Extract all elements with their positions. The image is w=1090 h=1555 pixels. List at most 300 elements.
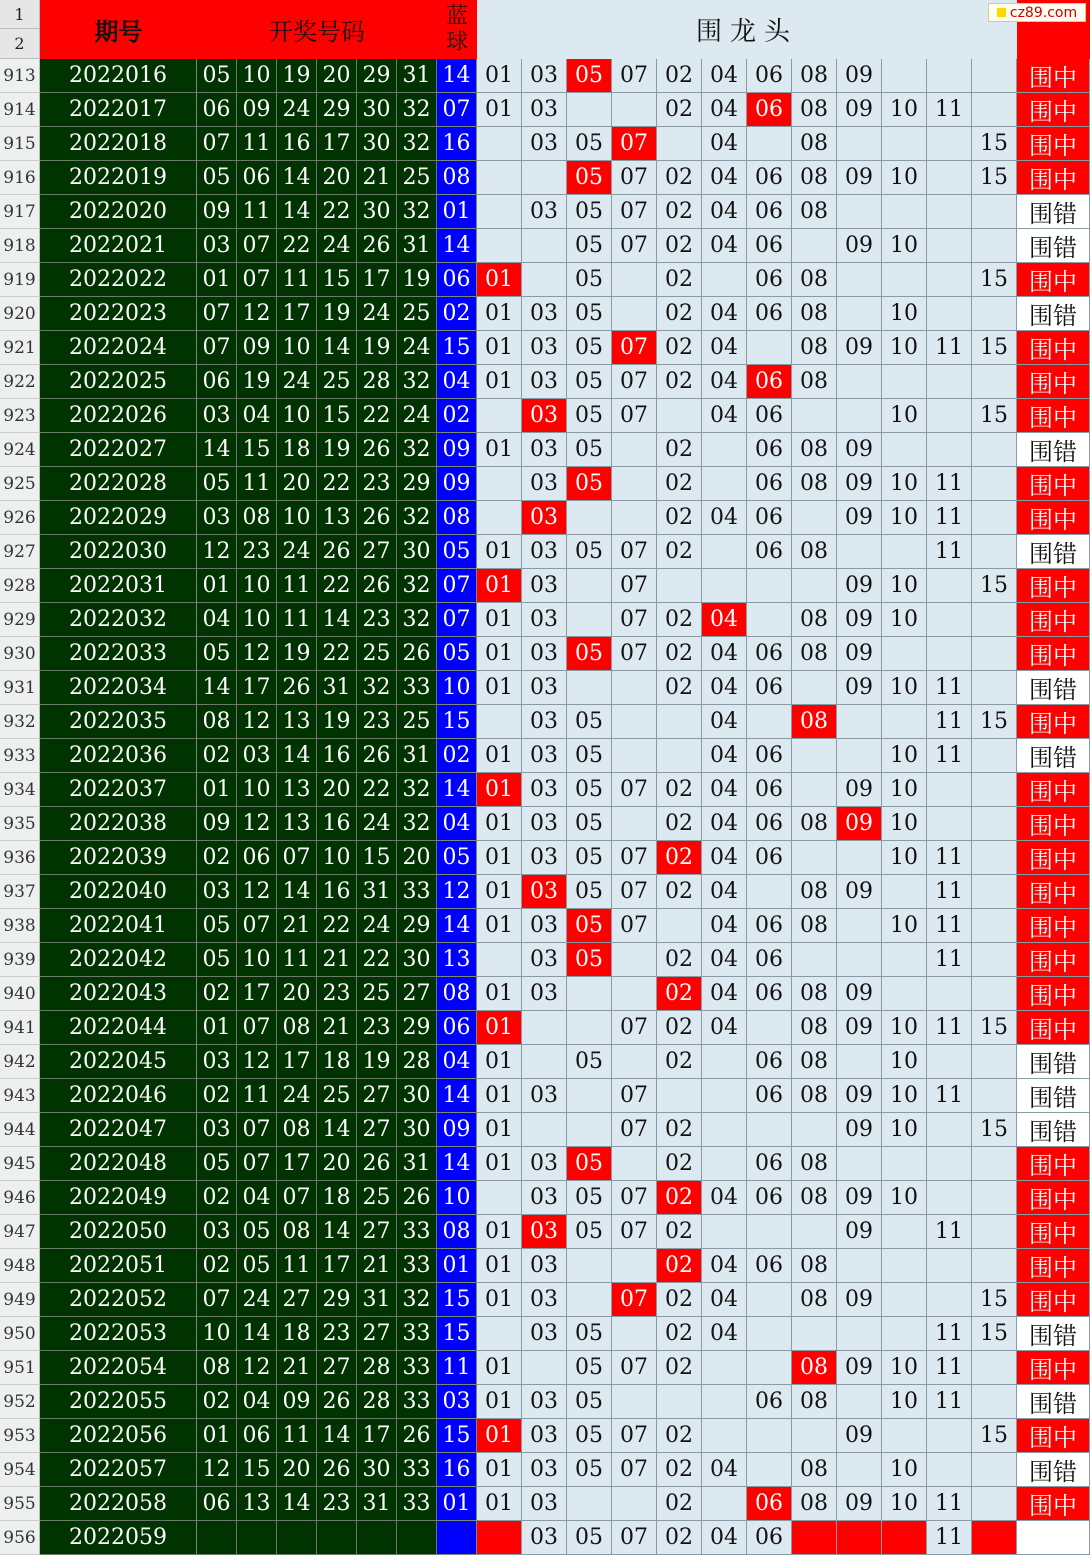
winning-number[interactable]: 33 <box>397 1453 437 1487</box>
winning-number[interactable]: 19 <box>277 637 317 671</box>
winning-number[interactable]: 19 <box>237 365 277 399</box>
candidate-number[interactable]: 10 <box>882 501 927 535</box>
winning-number[interactable] <box>197 1521 237 1555</box>
candidate-number[interactable]: 15 <box>972 1419 1017 1453</box>
winning-number[interactable]: 02 <box>197 1249 237 1283</box>
candidate-number[interactable]: 11 <box>927 535 972 569</box>
candidate-number[interactable]: 15 <box>972 1317 1017 1351</box>
issue-number[interactable]: 2022016 <box>40 59 197 93</box>
candidate-number[interactable] <box>837 909 882 943</box>
candidate-number[interactable]: 09 <box>837 1487 882 1521</box>
candidate-number[interactable]: 04 <box>702 93 747 127</box>
candidate-number[interactable] <box>972 467 1017 501</box>
candidate-number[interactable]: 06 <box>747 1147 792 1181</box>
winning-number[interactable]: 14 <box>317 1113 357 1147</box>
winning-number[interactable]: 07 <box>237 909 277 943</box>
candidate-number[interactable] <box>612 501 657 535</box>
winning-number[interactable]: 26 <box>397 1181 437 1215</box>
winning-number[interactable]: 20 <box>277 1453 317 1487</box>
winning-number[interactable]: 33 <box>397 671 437 705</box>
issue-number[interactable]: 2022047 <box>40 1113 197 1147</box>
candidate-number[interactable]: 01 <box>477 365 522 399</box>
candidate-number[interactable]: 03 <box>522 297 567 331</box>
candidate-number[interactable]: 04 <box>702 671 747 705</box>
winning-number[interactable]: 07 <box>237 263 277 297</box>
candidate-number[interactable] <box>972 943 1017 977</box>
candidate-number[interactable]: 06 <box>747 1249 792 1283</box>
row-number[interactable]: 931 <box>0 671 40 705</box>
issue-number[interactable]: 2022054 <box>40 1351 197 1385</box>
winning-number[interactable]: 26 <box>397 1419 437 1453</box>
candidate-number[interactable]: 10 <box>882 399 927 433</box>
blue-ball[interactable]: 09 <box>437 467 477 501</box>
issue-number[interactable]: 2022030 <box>40 535 197 569</box>
blue-ball[interactable]: 09 <box>437 433 477 467</box>
candidate-number[interactable] <box>927 1045 972 1079</box>
candidate-number[interactable] <box>792 501 837 535</box>
candidate-number[interactable] <box>747 1351 792 1385</box>
candidate-number[interactable]: 08 <box>792 1181 837 1215</box>
winning-number[interactable]: 07 <box>197 297 237 331</box>
winning-number[interactable]: 30 <box>397 1113 437 1147</box>
candidate-number[interactable]: 10 <box>882 1487 927 1521</box>
blue-ball[interactable]: 07 <box>437 603 477 637</box>
winning-number[interactable] <box>357 1521 397 1555</box>
winning-number[interactable]: 05 <box>197 637 237 671</box>
winning-number[interactable] <box>317 1521 357 1555</box>
candidate-number[interactable]: 07 <box>612 1419 657 1453</box>
winning-number[interactable]: 03 <box>197 1215 237 1249</box>
winning-number[interactable]: 19 <box>317 433 357 467</box>
candidate-number[interactable]: 06 <box>747 263 792 297</box>
issue-number[interactable]: 2022019 <box>40 161 197 195</box>
candidate-number[interactable]: 01 <box>477 1147 522 1181</box>
candidate-number[interactable]: 04 <box>702 59 747 93</box>
blue-ball[interactable]: 01 <box>437 1487 477 1521</box>
winning-number[interactable]: 09 <box>197 195 237 229</box>
winning-number[interactable]: 22 <box>277 229 317 263</box>
candidate-number[interactable]: 02 <box>657 603 702 637</box>
candidate-number[interactable] <box>972 1215 1017 1249</box>
candidate-number[interactable]: 08 <box>792 93 837 127</box>
candidate-number[interactable]: 03 <box>522 977 567 1011</box>
row-number[interactable]: 936 <box>0 841 40 875</box>
issue-number[interactable]: 2022040 <box>40 875 197 909</box>
row-number[interactable]: 925 <box>0 467 40 501</box>
candidate-number[interactable] <box>702 1351 747 1385</box>
candidate-number[interactable] <box>972 1487 1017 1521</box>
candidate-number[interactable]: 08 <box>792 365 837 399</box>
blue-ball[interactable]: 14 <box>437 1147 477 1181</box>
winning-number[interactable]: 13 <box>277 807 317 841</box>
winning-number[interactable]: 25 <box>357 637 397 671</box>
candidate-number[interactable]: 02 <box>657 1147 702 1181</box>
candidate-number[interactable]: 04 <box>702 637 747 671</box>
candidate-number[interactable]: 01 <box>477 1453 522 1487</box>
candidate-number[interactable] <box>927 1419 972 1453</box>
blue-ball[interactable]: 04 <box>437 365 477 399</box>
issue-number[interactable]: 2022051 <box>40 1249 197 1283</box>
candidate-number[interactable] <box>837 127 882 161</box>
candidate-number[interactable]: 10 <box>882 297 927 331</box>
candidate-number[interactable]: 15 <box>972 399 1017 433</box>
row-number[interactable]: 947 <box>0 1215 40 1249</box>
candidate-number[interactable]: 15 <box>972 1113 1017 1147</box>
blue-ball[interactable]: 08 <box>437 1215 477 1249</box>
candidate-number[interactable] <box>477 943 522 977</box>
candidate-number[interactable]: 01 <box>477 535 522 569</box>
candidate-number[interactable]: 06 <box>747 909 792 943</box>
candidate-number[interactable]: 02 <box>657 671 702 705</box>
winning-number[interactable]: 10 <box>237 603 277 637</box>
candidate-number[interactable] <box>927 1249 972 1283</box>
candidate-number[interactable] <box>522 229 567 263</box>
candidate-number[interactable] <box>657 569 702 603</box>
candidate-number[interactable]: 06 <box>747 1521 792 1555</box>
candidate-number[interactable] <box>567 1011 612 1045</box>
candidate-number[interactable]: 09 <box>837 1215 882 1249</box>
candidate-number[interactable] <box>567 1283 612 1317</box>
row-number[interactable]: 923 <box>0 399 40 433</box>
candidate-number[interactable]: 01 <box>477 263 522 297</box>
blue-ball[interactable]: 02 <box>437 739 477 773</box>
candidate-number[interactable] <box>612 943 657 977</box>
winning-number[interactable]: 24 <box>277 365 317 399</box>
candidate-number[interactable] <box>567 1079 612 1113</box>
winning-number[interactable]: 31 <box>357 875 397 909</box>
candidate-number[interactable]: 09 <box>837 1011 882 1045</box>
candidate-number[interactable]: 03 <box>522 807 567 841</box>
candidate-number[interactable]: 09 <box>837 433 882 467</box>
candidate-number[interactable] <box>882 535 927 569</box>
row-number[interactable]: 937 <box>0 875 40 909</box>
candidate-number[interactable]: 01 <box>477 671 522 705</box>
candidate-number[interactable] <box>927 195 972 229</box>
candidate-number[interactable] <box>477 1181 522 1215</box>
candidate-number[interactable]: 03 <box>522 331 567 365</box>
candidate-number[interactable] <box>612 739 657 773</box>
candidate-number[interactable]: 04 <box>702 195 747 229</box>
blue-ball[interactable]: 13 <box>437 943 477 977</box>
candidate-number[interactable]: 04 <box>702 1249 747 1283</box>
row-number[interactable]: 921 <box>0 331 40 365</box>
candidate-number[interactable]: 02 <box>657 807 702 841</box>
winning-number[interactable]: 03 <box>237 739 277 773</box>
candidate-number[interactable]: 01 <box>477 1249 522 1283</box>
candidate-number[interactable] <box>612 467 657 501</box>
candidate-number[interactable]: 02 <box>657 501 702 535</box>
winning-number[interactable]: 09 <box>237 93 277 127</box>
candidate-number[interactable] <box>747 1011 792 1045</box>
candidate-number[interactable] <box>702 569 747 603</box>
row-number[interactable]: 940 <box>0 977 40 1011</box>
candidate-number[interactable]: 08 <box>792 331 837 365</box>
candidate-number[interactable]: 04 <box>702 229 747 263</box>
candidate-number[interactable] <box>747 875 792 909</box>
winning-number[interactable]: 11 <box>277 263 317 297</box>
candidate-number[interactable]: 06 <box>747 671 792 705</box>
winning-number[interactable]: 30 <box>397 1079 437 1113</box>
winning-number[interactable]: 17 <box>237 977 277 1011</box>
candidate-number[interactable] <box>477 127 522 161</box>
row-number[interactable]: 933 <box>0 739 40 773</box>
candidate-number[interactable] <box>567 603 612 637</box>
candidate-number[interactable]: 06 <box>747 1385 792 1419</box>
candidate-number[interactable]: 07 <box>612 1181 657 1215</box>
candidate-number[interactable]: 04 <box>702 1283 747 1317</box>
candidate-number[interactable] <box>927 127 972 161</box>
blue-ball[interactable]: 10 <box>437 1181 477 1215</box>
winning-number[interactable]: 20 <box>277 467 317 501</box>
candidate-number[interactable]: 03 <box>522 59 567 93</box>
winning-number[interactable]: 19 <box>277 59 317 93</box>
winning-number[interactable]: 23 <box>317 977 357 1011</box>
candidate-number[interactable] <box>882 637 927 671</box>
candidate-number[interactable]: 08 <box>792 1045 837 1079</box>
winning-number[interactable]: 32 <box>397 501 437 535</box>
candidate-number[interactable]: 05 <box>567 229 612 263</box>
candidate-number[interactable] <box>927 297 972 331</box>
row-number[interactable]: 920 <box>0 297 40 331</box>
candidate-number[interactable]: 01 <box>477 1419 522 1453</box>
issue-number[interactable]: 2022055 <box>40 1385 197 1419</box>
winning-number[interactable]: 15 <box>317 263 357 297</box>
winning-number[interactable]: 08 <box>277 1011 317 1045</box>
winning-number[interactable]: 32 <box>397 93 437 127</box>
candidate-number[interactable] <box>882 127 927 161</box>
candidate-number[interactable] <box>972 1351 1017 1385</box>
candidate-number[interactable]: 04 <box>702 875 747 909</box>
candidate-number[interactable] <box>657 705 702 739</box>
candidate-number[interactable] <box>522 161 567 195</box>
winning-number[interactable]: 07 <box>237 1147 277 1181</box>
candidate-number[interactable]: 04 <box>702 773 747 807</box>
candidate-number[interactable]: 07 <box>612 909 657 943</box>
candidate-number[interactable] <box>837 535 882 569</box>
candidate-number[interactable]: 01 <box>477 1283 522 1317</box>
winning-number[interactable]: 03 <box>197 1113 237 1147</box>
candidate-number[interactable] <box>972 195 1017 229</box>
candidate-number[interactable] <box>882 1419 927 1453</box>
candidate-number[interactable]: 10 <box>882 1351 927 1385</box>
issue-number[interactable]: 2022056 <box>40 1419 197 1453</box>
winning-number[interactable]: 13 <box>277 705 317 739</box>
winning-number[interactable]: 31 <box>397 739 437 773</box>
winning-number[interactable]: 09 <box>197 807 237 841</box>
winning-number[interactable]: 01 <box>197 263 237 297</box>
winning-number[interactable]: 01 <box>197 569 237 603</box>
winning-number[interactable]: 08 <box>237 501 277 535</box>
issue-number[interactable]: 2022046 <box>40 1079 197 1113</box>
winning-number[interactable]: 10 <box>197 1317 237 1351</box>
winning-number[interactable]: 15 <box>237 433 277 467</box>
row-number[interactable]: 918 <box>0 229 40 263</box>
row-number[interactable]: 913 <box>0 59 40 93</box>
candidate-number[interactable] <box>792 1521 837 1555</box>
issue-number[interactable]: 2022057 <box>40 1453 197 1487</box>
row-number[interactable]: 951 <box>0 1351 40 1385</box>
winning-number[interactable]: 32 <box>397 127 437 161</box>
issue-number[interactable]: 2022027 <box>40 433 197 467</box>
candidate-number[interactable]: 08 <box>792 1385 837 1419</box>
winning-number[interactable]: 07 <box>277 1181 317 1215</box>
candidate-number[interactable]: 05 <box>567 331 612 365</box>
winning-number[interactable]: 11 <box>277 1249 317 1283</box>
winning-number[interactable]: 17 <box>357 263 397 297</box>
candidate-number[interactable]: 03 <box>522 1215 567 1249</box>
issue-number[interactable]: 2022022 <box>40 263 197 297</box>
candidate-number[interactable]: 02 <box>657 1419 702 1453</box>
row-number[interactable]: 941 <box>0 1011 40 1045</box>
winning-number[interactable]: 22 <box>357 399 397 433</box>
candidate-number[interactable]: 04 <box>702 807 747 841</box>
candidate-number[interactable]: 01 <box>477 1351 522 1385</box>
candidate-number[interactable]: 07 <box>612 59 657 93</box>
candidate-number[interactable]: 11 <box>927 739 972 773</box>
candidate-number[interactable]: 05 <box>567 773 612 807</box>
candidate-number[interactable]: 05 <box>567 59 612 93</box>
candidate-number[interactable]: 08 <box>792 1487 837 1521</box>
candidate-number[interactable]: 02 <box>657 1521 702 1555</box>
candidate-number[interactable]: 03 <box>522 1249 567 1283</box>
winning-number[interactable]: 06 <box>237 841 277 875</box>
winning-number[interactable]: 27 <box>277 1283 317 1317</box>
candidate-number[interactable] <box>477 1317 522 1351</box>
winning-number[interactable]: 21 <box>277 909 317 943</box>
winning-number[interactable]: 24 <box>397 331 437 365</box>
candidate-number[interactable]: 06 <box>747 59 792 93</box>
winning-number[interactable]: 29 <box>397 1011 437 1045</box>
winning-number[interactable]: 22 <box>317 909 357 943</box>
winning-number[interactable]: 07 <box>237 1011 277 1045</box>
candidate-number[interactable] <box>477 161 522 195</box>
candidate-number[interactable]: 04 <box>702 977 747 1011</box>
row-number[interactable]: 956 <box>0 1521 40 1555</box>
winning-number[interactable]: 22 <box>357 773 397 807</box>
candidate-number[interactable]: 05 <box>567 1147 612 1181</box>
candidate-number[interactable]: 05 <box>567 467 612 501</box>
row-number[interactable]: 943 <box>0 1079 40 1113</box>
issue-number[interactable]: 2022033 <box>40 637 197 671</box>
winning-number[interactable]: 04 <box>237 1385 277 1419</box>
issue-number[interactable]: 2022034 <box>40 671 197 705</box>
candidate-number[interactable]: 10 <box>882 1045 927 1079</box>
candidate-number[interactable]: 08 <box>792 263 837 297</box>
candidate-number[interactable] <box>657 127 702 161</box>
winning-number[interactable]: 12 <box>237 807 277 841</box>
candidate-number[interactable]: 03 <box>522 943 567 977</box>
candidate-number[interactable]: 09 <box>837 1079 882 1113</box>
candidate-number[interactable] <box>747 1113 792 1147</box>
winning-number[interactable]: 14 <box>277 875 317 909</box>
winning-number[interactable]: 11 <box>237 1079 277 1113</box>
winning-number[interactable]: 32 <box>397 433 437 467</box>
candidate-number[interactable]: 07 <box>612 1521 657 1555</box>
winning-number[interactable]: 05 <box>197 943 237 977</box>
winning-number[interactable]: 31 <box>397 1147 437 1181</box>
winning-number[interactable]: 23 <box>237 535 277 569</box>
candidate-number[interactable]: 09 <box>837 807 882 841</box>
candidate-number[interactable] <box>747 1453 792 1487</box>
candidate-number[interactable] <box>657 399 702 433</box>
candidate-number[interactable] <box>702 1215 747 1249</box>
candidate-number[interactable] <box>837 297 882 331</box>
winning-number[interactable]: 12 <box>237 1351 277 1385</box>
winning-number[interactable]: 25 <box>397 297 437 331</box>
winning-number[interactable]: 31 <box>357 1487 397 1521</box>
candidate-number[interactable] <box>747 705 792 739</box>
row-number[interactable]: 915 <box>0 127 40 161</box>
candidate-number[interactable]: 03 <box>522 399 567 433</box>
candidate-number[interactable]: 03 <box>522 773 567 807</box>
candidate-number[interactable]: 09 <box>837 1351 882 1385</box>
candidate-number[interactable]: 08 <box>792 467 837 501</box>
candidate-number[interactable] <box>927 399 972 433</box>
winning-number[interactable]: 02 <box>197 841 237 875</box>
candidate-number[interactable]: 08 <box>792 875 837 909</box>
candidate-number[interactable]: 15 <box>972 127 1017 161</box>
candidate-number[interactable]: 07 <box>612 603 657 637</box>
winning-number[interactable]: 14 <box>277 161 317 195</box>
candidate-number[interactable]: 11 <box>927 1385 972 1419</box>
candidate-number[interactable]: 05 <box>567 1215 612 1249</box>
winning-number[interactable]: 16 <box>317 739 357 773</box>
winning-number[interactable]: 26 <box>357 501 397 535</box>
winning-number[interactable]: 05 <box>197 59 237 93</box>
candidate-number[interactable]: 10 <box>882 1181 927 1215</box>
winning-number[interactable]: 12 <box>237 1045 277 1079</box>
winning-number[interactable]: 24 <box>237 1283 277 1317</box>
winning-number[interactable]: 15 <box>317 399 357 433</box>
candidate-number[interactable]: 10 <box>882 331 927 365</box>
candidate-number[interactable] <box>837 263 882 297</box>
row-number[interactable]: 948 <box>0 1249 40 1283</box>
candidate-number[interactable]: 01 <box>477 331 522 365</box>
candidate-number[interactable]: 03 <box>522 433 567 467</box>
issue-number[interactable]: 2022052 <box>40 1283 197 1317</box>
candidate-number[interactable]: 04 <box>702 399 747 433</box>
candidate-number[interactable] <box>477 467 522 501</box>
candidate-number[interactable]: 04 <box>702 127 747 161</box>
candidate-number[interactable]: 08 <box>792 433 837 467</box>
winning-number[interactable]: 26 <box>357 1147 397 1181</box>
candidate-number[interactable] <box>657 1385 702 1419</box>
candidate-number[interactable] <box>702 1487 747 1521</box>
blue-ball[interactable]: 06 <box>437 1011 477 1045</box>
candidate-number[interactable] <box>972 1079 1017 1113</box>
winning-number[interactable]: 08 <box>277 1113 317 1147</box>
winning-number[interactable]: 17 <box>237 671 277 705</box>
candidate-number[interactable]: 06 <box>747 1181 792 1215</box>
candidate-number[interactable]: 07 <box>612 1351 657 1385</box>
candidate-number[interactable] <box>477 399 522 433</box>
candidate-number[interactable] <box>567 1249 612 1283</box>
candidate-number[interactable] <box>477 1521 522 1555</box>
candidate-number[interactable]: 04 <box>702 705 747 739</box>
candidate-number[interactable]: 02 <box>657 773 702 807</box>
winning-number[interactable]: 25 <box>357 977 397 1011</box>
winning-number[interactable]: 05 <box>197 1147 237 1181</box>
winning-number[interactable]: 25 <box>397 161 437 195</box>
issue-number[interactable]: 2022038 <box>40 807 197 841</box>
issue-number[interactable]: 2022035 <box>40 705 197 739</box>
candidate-number[interactable]: 09 <box>837 467 882 501</box>
blue-ball[interactable]: 15 <box>437 1283 477 1317</box>
winning-number[interactable]: 12 <box>237 637 277 671</box>
winning-number[interactable]: 21 <box>317 943 357 977</box>
candidate-number[interactable]: 03 <box>522 195 567 229</box>
candidate-number[interactable]: 06 <box>747 739 792 773</box>
